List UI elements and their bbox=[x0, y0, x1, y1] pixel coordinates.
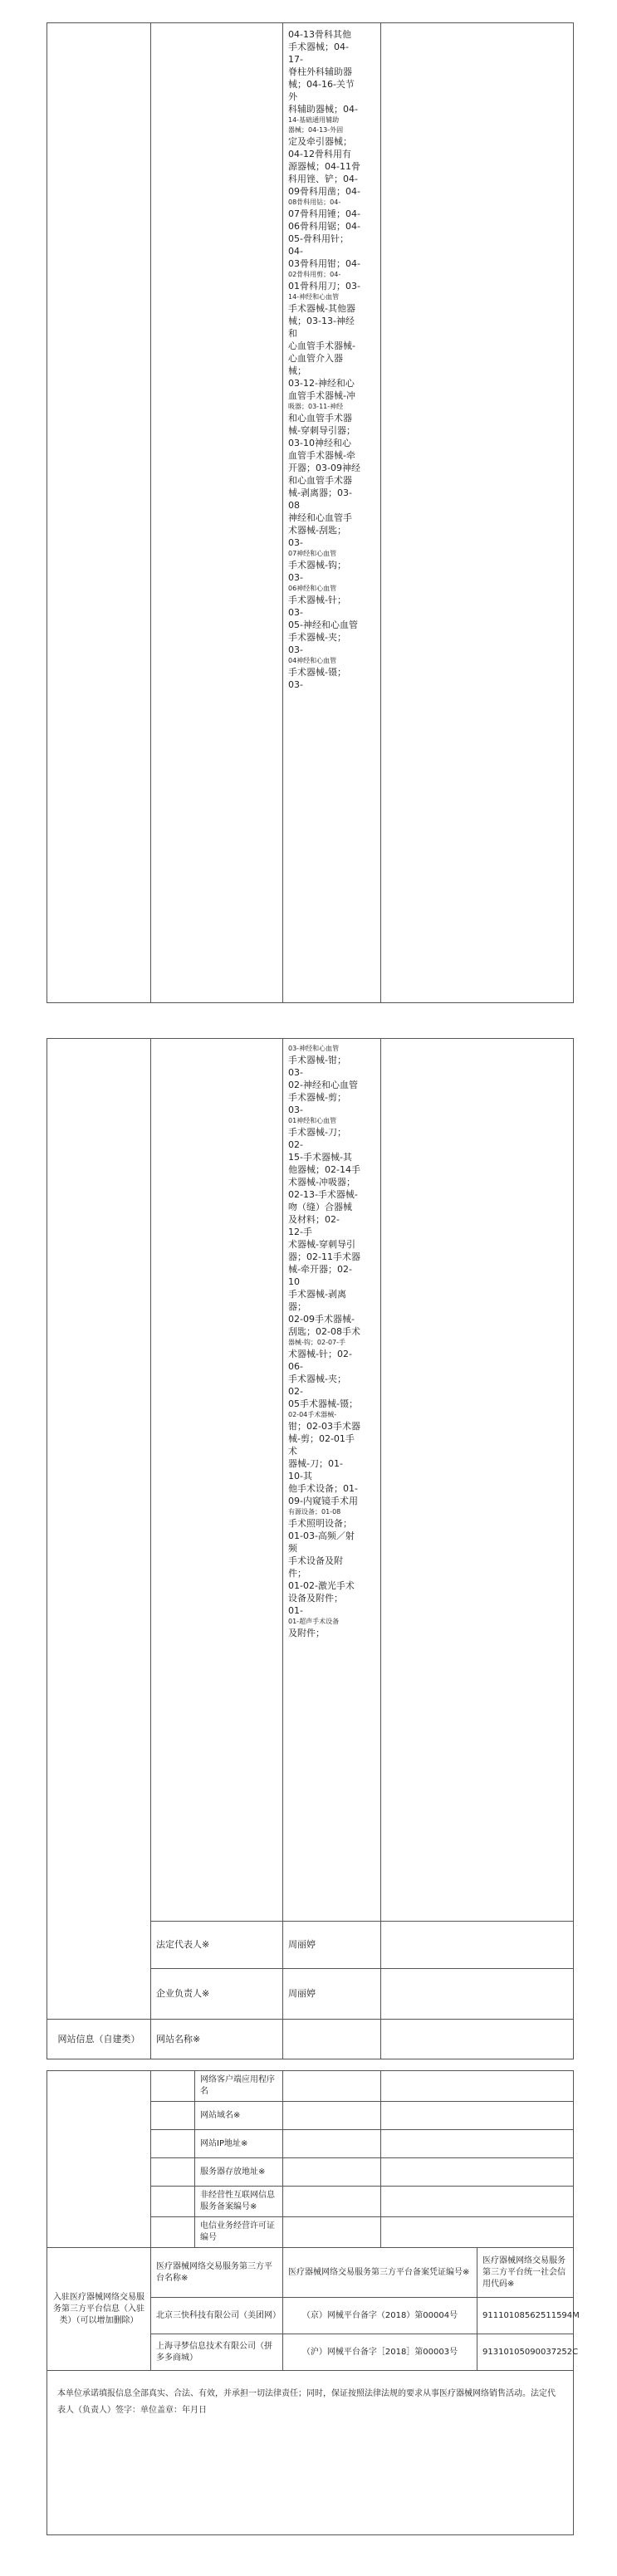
category-line: 02-04手术器械- bbox=[288, 1411, 337, 1418]
category-line: 和心血管手术器 bbox=[288, 475, 352, 486]
category-line: 02-09手术器械- bbox=[288, 1314, 355, 1325]
category-line: 04-13骨科其他 bbox=[288, 29, 351, 40]
category-line: 吻（缝）合器械 bbox=[288, 1202, 352, 1212]
empty-cell bbox=[47, 1039, 151, 2020]
category-line: 02- bbox=[288, 1386, 303, 1397]
category-line: 心血管手术器械- bbox=[288, 340, 355, 351]
category-line: 14-神经和心血管 bbox=[288, 293, 340, 301]
category-line: 设备及附件； bbox=[288, 1593, 343, 1604]
category-line: 02- bbox=[288, 1139, 303, 1150]
empty-cell bbox=[381, 1921, 574, 1968]
category-line: 科辅助器械；04- bbox=[288, 104, 358, 115]
category-line: 械-剥离器；03- bbox=[288, 487, 352, 498]
category-line: 03- bbox=[288, 679, 303, 690]
platform-credit: 91110108562511594M bbox=[477, 2298, 574, 2334]
category-line: 03骨科用钳；04- bbox=[288, 258, 360, 269]
platform-name: 北京三快科技有限公司（美团网） bbox=[151, 2298, 283, 2334]
category-line: 及材料；02- bbox=[288, 1214, 340, 1225]
empty-cell bbox=[151, 2187, 195, 2217]
category-line: 14-基础通用辅助 bbox=[288, 116, 340, 124]
category-line: 手术器械-剥离 bbox=[288, 1289, 346, 1300]
category-line: 10-其 bbox=[288, 1471, 312, 1481]
category-line: 频 bbox=[288, 1543, 297, 1554]
empty-cell bbox=[381, 2102, 574, 2130]
empty-cell bbox=[47, 23, 151, 1003]
category-line: 03- bbox=[288, 537, 303, 548]
category-line: 17- bbox=[288, 54, 303, 65]
category-line: 05手术器械-镊； bbox=[288, 1398, 358, 1409]
category-line: 术器械-冲吸器； bbox=[288, 1177, 355, 1188]
category-line: 开器；03-09神经 bbox=[288, 463, 360, 473]
category-line: 03- bbox=[288, 644, 303, 655]
empty-cell bbox=[151, 2130, 195, 2158]
category-line: 05-神经和心血管 bbox=[288, 620, 358, 630]
empty-cell bbox=[283, 2158, 381, 2187]
category-line: 械-剪；02-01手 bbox=[288, 1433, 355, 1444]
empty-cell bbox=[151, 2102, 195, 2130]
category-line: 刮匙；02-08手术 bbox=[288, 1326, 360, 1337]
empty-cell bbox=[381, 2019, 574, 2059]
category-line: 07神经和心血管 bbox=[288, 550, 337, 557]
category-line: 术器械-刮匙； bbox=[288, 525, 346, 536]
category-line: 06骨科用锯；04- bbox=[288, 221, 360, 232]
category-line: 04神经和心血管 bbox=[288, 657, 337, 664]
category-line: 器； bbox=[288, 1301, 306, 1312]
category-line: 01骨科用刀；03- bbox=[288, 281, 360, 291]
category-line: 03-10神经和心 bbox=[288, 438, 351, 448]
category-list bbox=[283, 1039, 381, 1922]
category-line: 手术器械-钳； bbox=[288, 1055, 346, 1065]
category-line: 01-超声手术设备 bbox=[288, 1618, 340, 1625]
category-line: 他器械；02-14手 bbox=[288, 1164, 360, 1175]
empty-cell bbox=[381, 2130, 574, 2158]
category-line: 和心血管手术器 bbox=[288, 413, 352, 424]
category-line: 件； bbox=[288, 1568, 306, 1579]
category-line: 03-神经和心血管 bbox=[288, 1045, 340, 1052]
category-line: 手术器械-镊； bbox=[288, 667, 346, 678]
category-line: 血管手术器械-牵 bbox=[288, 450, 355, 461]
third-party-label: 入驻医疗器械网络交易服务第三方平台信息（入驻类）（可以增加删除） bbox=[47, 2248, 151, 2371]
category-line: 术器械-针；02- bbox=[288, 1349, 352, 1359]
page-2-table bbox=[47, 1038, 574, 2059]
category-line: 脊柱外科辅助器 bbox=[288, 66, 352, 77]
category-line: 01- bbox=[288, 1605, 303, 1616]
page-1-table bbox=[47, 22, 574, 1003]
category-line: 手术设备及附 bbox=[288, 1555, 343, 1566]
empty-cell bbox=[381, 1039, 574, 1922]
empty-cell bbox=[381, 2217, 574, 2248]
category-line: 06- bbox=[288, 1361, 303, 1372]
empty-cell bbox=[47, 2071, 151, 2248]
empty-cell bbox=[283, 2187, 381, 2217]
category-line: 械-牵开器；02- bbox=[288, 1264, 352, 1275]
category-line: 手术器械-夹； bbox=[288, 1374, 346, 1384]
category-line: 外 bbox=[288, 91, 297, 102]
category-line: 钳；02-03手术器 bbox=[288, 1421, 360, 1432]
principal-value: 周丽婷 bbox=[283, 1969, 381, 2019]
category-list bbox=[283, 23, 381, 1003]
empty-cell bbox=[283, 2071, 381, 2102]
col-record-number: 医疗器械网络交易服务第三方平台备案凭证编号※ bbox=[283, 2248, 477, 2298]
category-line: 器械-钩；02-07-手 bbox=[288, 1339, 346, 1346]
domain-label: 网站域名※ bbox=[195, 2102, 283, 2130]
category-line: 06神经和心血管 bbox=[288, 585, 337, 592]
category-line: 手术器械-夹； bbox=[288, 632, 346, 643]
category-line: 09骨科用凿；04- bbox=[288, 186, 360, 197]
col-credit-code: 医疗器械网络交易服务第三方平台统一社会信用代码※ bbox=[477, 2248, 574, 2298]
category-line: 及附件； bbox=[288, 1628, 325, 1638]
empty-cell bbox=[151, 2158, 195, 2187]
category-line: 械；03-13-神经 bbox=[288, 316, 355, 326]
category-line: 械； bbox=[288, 365, 306, 376]
category-line: 05-骨科用针； bbox=[288, 233, 349, 244]
platform-credit: 91310105090037252C bbox=[477, 2334, 574, 2371]
empty-cell bbox=[381, 1969, 574, 2019]
telecom-license-label: 电信业务经营许可证编号 bbox=[195, 2217, 283, 2248]
category-line: 02-神经和心血管 bbox=[288, 1080, 358, 1090]
website-name-label: 网站名称※ bbox=[151, 2019, 283, 2059]
category-line: 血管手术器械-冲 bbox=[288, 390, 355, 401]
empty-cell bbox=[151, 2071, 195, 2102]
empty-cell bbox=[283, 2130, 381, 2158]
category-line: 械；04-16-关节 bbox=[288, 79, 355, 90]
category-line: 01-03-高频／射 bbox=[288, 1530, 355, 1541]
platform-record: （沪）网械平台备字［2018］第00003号 bbox=[283, 2334, 477, 2371]
empty-cell bbox=[151, 23, 283, 1003]
category-line: 器械-刀；01- bbox=[288, 1458, 343, 1469]
category-line: 器；02-11手术器 bbox=[288, 1251, 360, 1262]
empty-cell bbox=[283, 2102, 381, 2130]
category-line: 术器械-穿刺导引 bbox=[288, 1239, 355, 1250]
category-line: 01神经和心血管 bbox=[288, 1117, 337, 1124]
empty-cell bbox=[381, 2187, 574, 2217]
principal-label: 企业负责人※ bbox=[151, 1969, 283, 2019]
website-info-label: 网站信息（自建类） bbox=[47, 2019, 151, 2059]
empty-cell bbox=[381, 2071, 574, 2102]
app-name-label: 网络客户端应用程序名 bbox=[195, 2071, 283, 2102]
category-line: 04- bbox=[288, 246, 303, 257]
col-platform-name: 医疗器械网络交易服务第三方平台名称※ bbox=[151, 2248, 283, 2298]
category-line: 手术器械；04- bbox=[288, 42, 349, 52]
category-line: 定及牵引器械； bbox=[288, 136, 352, 147]
category-line: 源器械；04-11骨 bbox=[288, 161, 360, 172]
page-3-table bbox=[47, 2070, 580, 2535]
category-line: 吸器；03-11-神经 bbox=[288, 403, 344, 410]
category-line: 03- bbox=[288, 572, 303, 583]
empty-cell bbox=[381, 23, 574, 1003]
ip-label: 网站IP地址※ bbox=[195, 2130, 283, 2158]
legal-rep-label: 法定代表人※ bbox=[151, 1921, 283, 1968]
empty-cell bbox=[151, 1039, 283, 1922]
category-line: 有源设备；01-08 bbox=[288, 1508, 341, 1516]
category-line: 手术器械-针； bbox=[288, 595, 346, 605]
category-line: 心血管介入器 bbox=[288, 353, 343, 364]
category-line: 04-12骨科用有 bbox=[288, 149, 351, 159]
category-line: 03- bbox=[288, 607, 303, 618]
category-line: 神经和心血管手 bbox=[288, 512, 352, 523]
category-line: 09-内窥镜手术用 bbox=[288, 1496, 358, 1506]
category-line: 03- bbox=[288, 1104, 303, 1115]
category-line: 科用锉、铲；04- bbox=[288, 174, 358, 184]
category-line: 08骨科用钻；04- bbox=[288, 198, 341, 206]
category-line: 术 bbox=[288, 1446, 297, 1457]
server-address-label: 服务器存放地址※ bbox=[195, 2158, 283, 2187]
empty-cell bbox=[283, 2019, 381, 2059]
declaration: 本单位承诺填报信息全部真实、合法、有效，并承担一切法律责任；同时，保证按照法律法规的要求从事医疗器械网络销售活动。法定代表人（负责人）签字：单位盖章：年月日 bbox=[47, 2371, 574, 2535]
category-line: 03-12-神经和心 bbox=[288, 378, 355, 389]
category-line: 10 bbox=[288, 1276, 300, 1287]
legal-rep-value: 周丽婷 bbox=[283, 1921, 381, 1968]
category-line: 手术器械-其他器 bbox=[288, 303, 355, 314]
category-line: 手术器械-刀； bbox=[288, 1127, 346, 1138]
category-line: 01-02-激光手术 bbox=[288, 1580, 355, 1591]
category-line: 15-手术器械-其 bbox=[288, 1152, 352, 1163]
category-line: 和 bbox=[288, 328, 297, 339]
category-line: 手术器械-钩； bbox=[288, 560, 346, 571]
platform-name: 上海寻梦信息技术有限公司（拼多多商城） bbox=[151, 2334, 283, 2371]
empty-cell bbox=[283, 2217, 381, 2248]
empty-cell bbox=[381, 2158, 574, 2187]
category-line: 手术照明设备； bbox=[288, 1518, 352, 1529]
category-line: 08 bbox=[288, 500, 300, 511]
category-line: 12-手 bbox=[288, 1227, 312, 1237]
empty-cell bbox=[151, 2217, 195, 2248]
category-line: 他手术设备；01- bbox=[288, 1483, 358, 1494]
category-line: 手术器械-剪； bbox=[288, 1092, 346, 1103]
icp-record-label: 非经营性互联网信息服务备案编号※ bbox=[195, 2187, 283, 2217]
platform-record: （京）网械平台备字（2018）第00004号 bbox=[283, 2298, 477, 2334]
category-line: 03- bbox=[288, 1067, 303, 1078]
category-line: 07骨科用锤；04- bbox=[288, 208, 360, 219]
category-line: 02骨科用剪；04- bbox=[288, 271, 341, 278]
category-line: 器械；04-13-外固 bbox=[288, 126, 344, 134]
category-line: 02-13-手术器械- bbox=[288, 1189, 358, 1200]
category-line: 械-穿刺导引器； bbox=[288, 425, 355, 436]
